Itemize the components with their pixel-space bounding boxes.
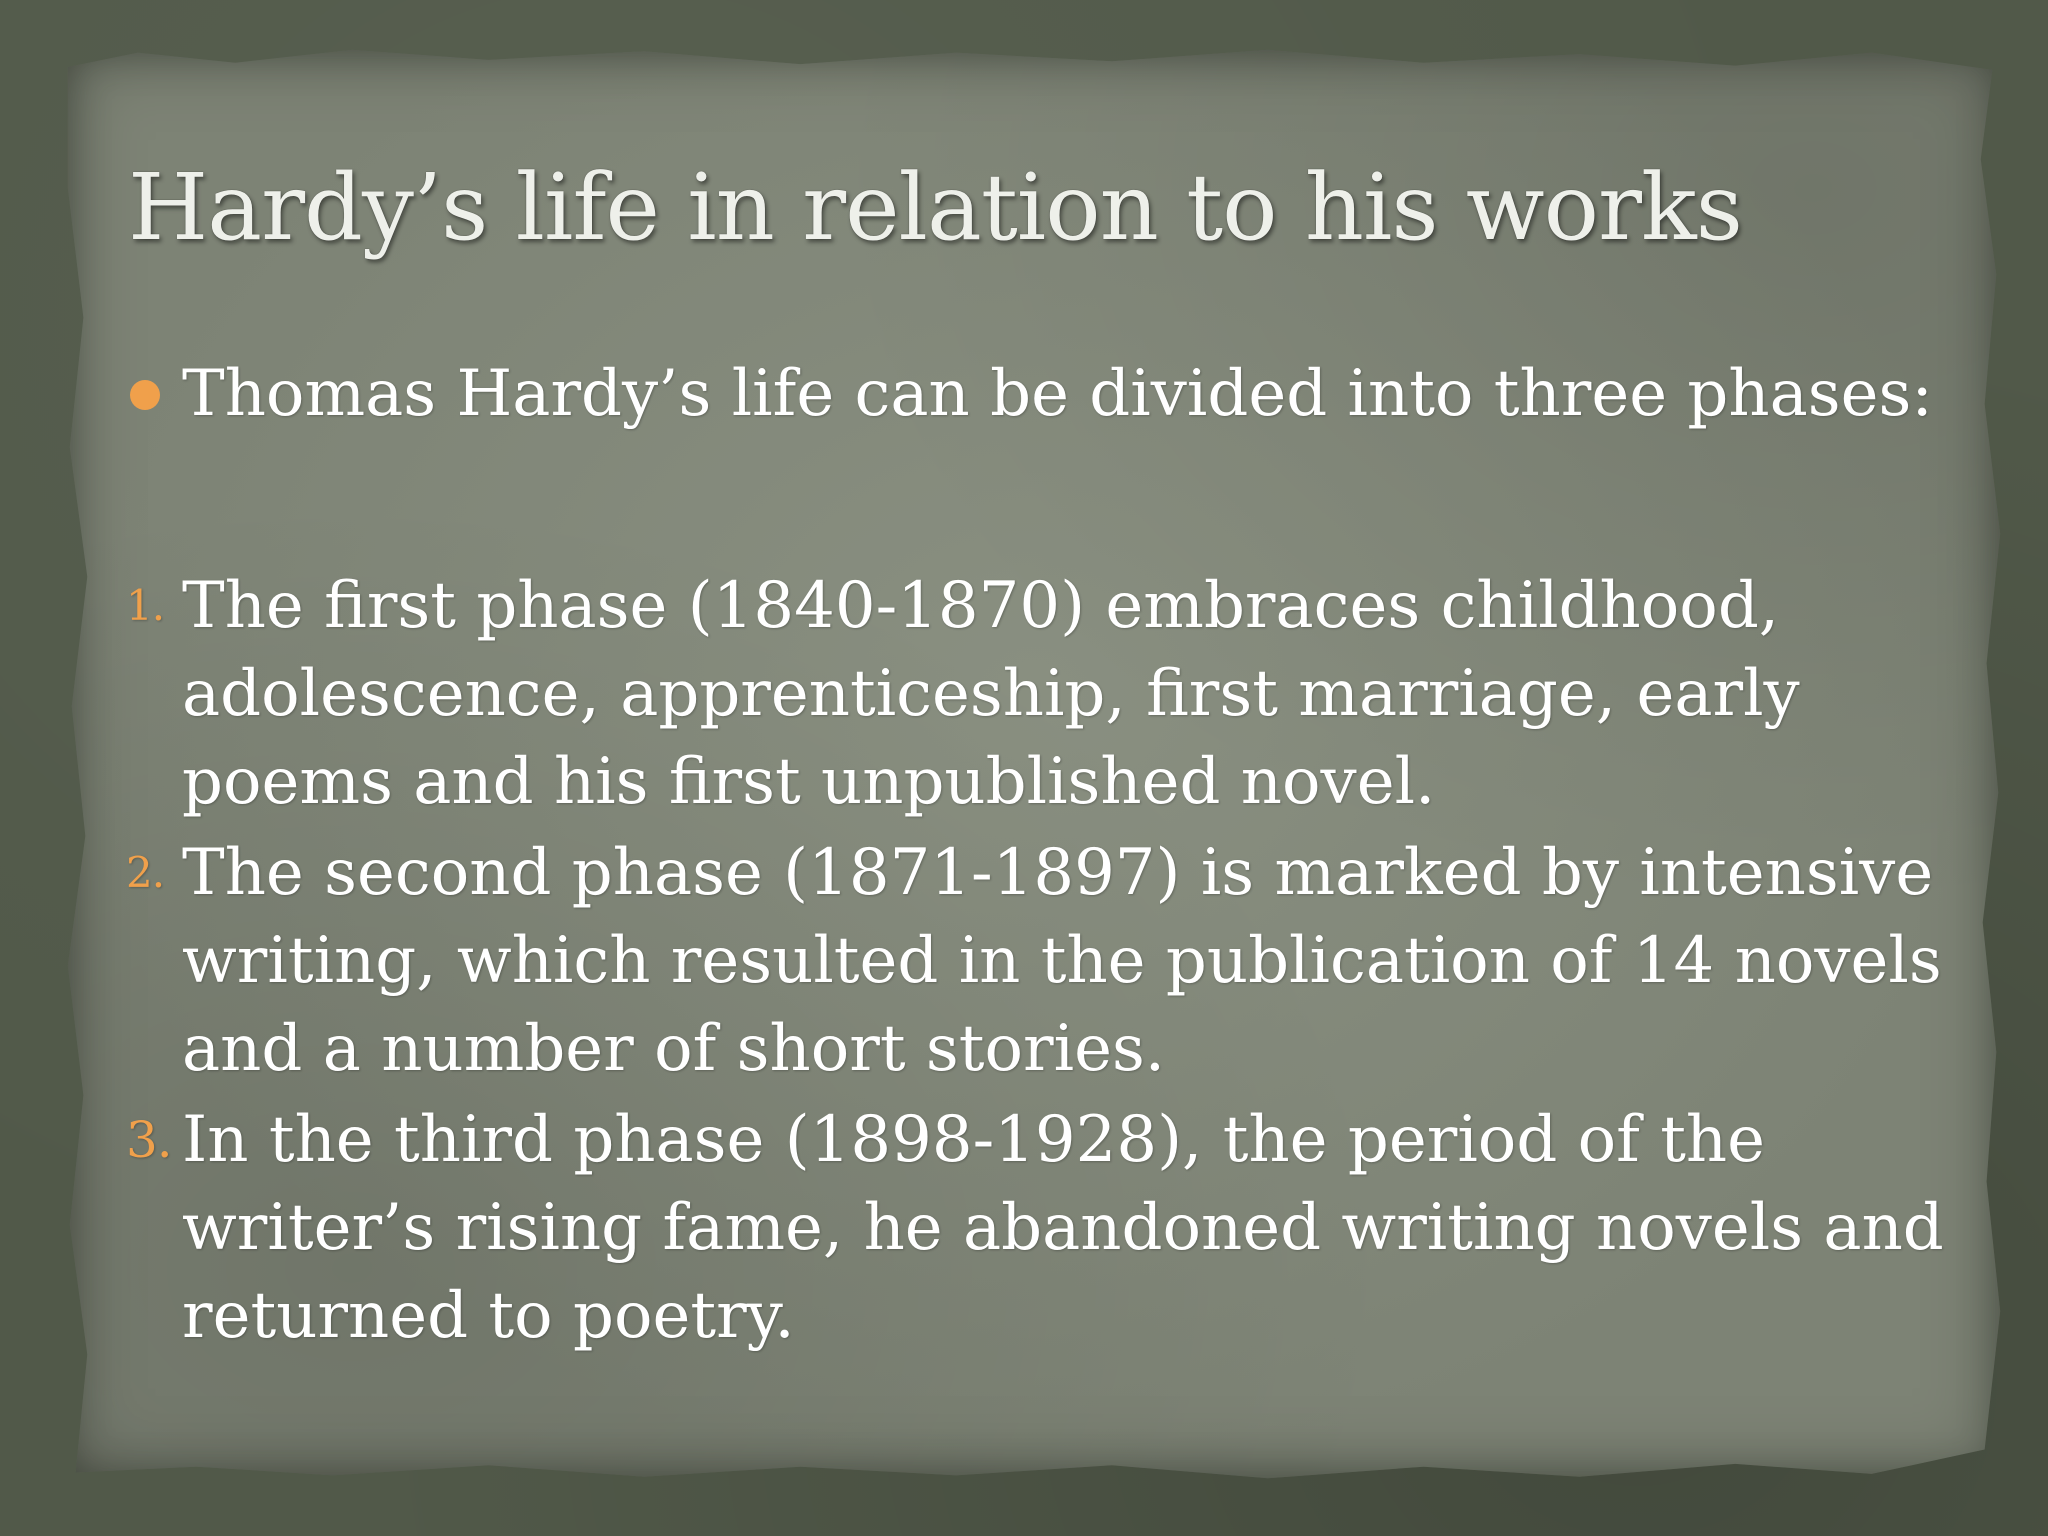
bullet-dot-icon [130,380,160,410]
phase-2-line-2: writing, which resulted in the publication of 14 novels [182,924,1942,998]
phase-3-line-1: In the third phase (1898-1928), the period of the [182,1103,1765,1177]
phase-1-line-1: The first phase (1840-1870) embraces childhood, [182,569,1780,643]
phase-item-1 [126,562,1926,826]
phase-item-2 [126,829,1942,1093]
phase-1-line-2: adolescence, apprenticeship, first marriage, early [182,657,1800,731]
phase-3-line-2: writer’s rising fame, he abandoned writing novels and [182,1191,1944,1265]
intro-text: Thomas Hardy’s life can be divided into three phases: [182,357,1933,431]
phase-item-3 [126,1096,1944,1360]
spacer [126,438,1926,562]
phase-2-line-3: and a number of short stories. [182,1012,1166,1086]
slide-title: Hardy’s life in relation to his works [128,154,1742,261]
intro-bullet [126,350,1933,438]
phase-number-3: 3. [126,1111,172,1169]
phase-3-line-3: returned to poetry. [182,1279,795,1353]
phase-number-2: 2. [126,848,165,897]
phase-number-1: 1. [126,581,165,630]
phase-2-line-1: The second phase (1871-1897) is marked by intensive [182,836,1934,910]
slide-body [126,350,1944,1363]
phase-1-line-3: poems and his first unpublished novel. [182,745,1436,819]
